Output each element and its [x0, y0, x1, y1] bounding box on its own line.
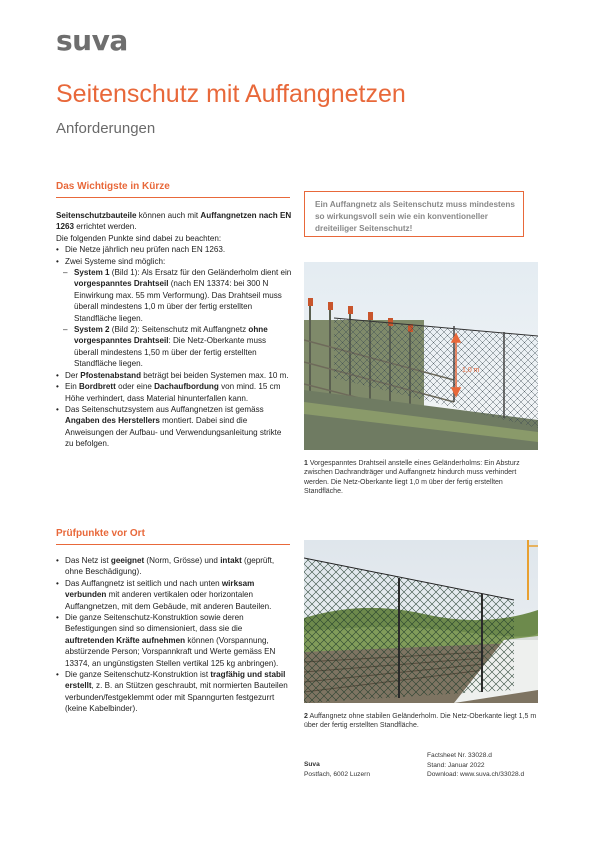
- list-item: • Der Pfostenabstand beträgt bei beiden Systemen max. 10 m.: [56, 370, 292, 381]
- footer-download-link[interactable]: Download: www.suva.ch/33028.d: [427, 771, 525, 779]
- checkpoints-list: [56, 555, 292, 715]
- footer-meta: [427, 751, 524, 780]
- list-subitem-system-2: – System 2 (Bild 2): Seitenschutz mit Auffangnetz ohne vorgespanntes Drahtseil: Die Netz-Oberkante muss überall mindestens 1,50 m über der fertig erstellten Standfläche liegen.: [56, 324, 292, 370]
- intro-paragraph: Seitenschutzbauteile können auch mit Auffangnetzen nach EN 1263 errichtet werden.: [56, 211, 292, 232]
- list-item: • Das Netz ist geeignet (Norm, Grösse) und intakt (geprüft, ohne Beschädigung).: [56, 555, 292, 578]
- intro-line: Die folgenden Punkte sind dabei zu beachten:: [56, 233, 222, 243]
- suva-logo: suva: [56, 24, 128, 57]
- footer-stand: Stand: Januar 2022: [427, 761, 485, 769]
- checkpoints-text: [56, 555, 292, 715]
- section-divider: [56, 197, 290, 198]
- list-subitem-system-1: – System 1 (Bild 1): Als Ersatz für den Geländerholm dient ein vorgespanntes Drahtseil (nach EN 13374: bei 300 N Einwirkung max. 55 mm Verformung). Das Drahtseil muss überall mindestens 1,0 m über der fertig erstellten Standfläche liegen.: [56, 267, 292, 324]
- callout-box: [304, 191, 524, 237]
- photo-system-2: [304, 540, 538, 703]
- section-heading-summary: Das Wichtigste in Kürze: [56, 181, 170, 192]
- scaffold-net-photo-1: [304, 262, 538, 450]
- list-item: • Das Seitenschutzsystem aus Auffangnetzen ist gemäss Angaben des Herstellers montiert. Dabei sind die Anweisungen der Aufbau- und Verwendungsanleitung strikte zu befolgen.: [56, 404, 292, 450]
- list-item: • Die ganze Seitenschutz-Konstruktion sowie deren Befestigungen sind so dimensioniert, dass sie die auftretenden Kräfte aufnehmen können (Vorspannung, abstürzende Person; Vorspannkraft und Werte gemäss EN 13374, an ungünstigsten Stellen vertikal 125 kg anbringen).: [56, 612, 292, 669]
- section-divider: [56, 544, 290, 545]
- summary-text: [56, 210, 292, 450]
- footer-address: [304, 760, 370, 779]
- list-item: • Zwei Systeme sind möglich:: [56, 256, 292, 267]
- list-item: • Ein Bordbrett oder eine Dachaufbordung von mind. 15 cm Höhe verhindert, dass Material hinunterfallen kann.: [56, 381, 292, 404]
- list-item: • Die ganze Seitenschutz-Konstruktion ist tragfähig und stabil erstellt, z. B. an Stützen geschraubt, mit normierten Bauteilen verbunden/festgeklemmt oder mit Spanngurten festgezurrt (keine Kabelbinder).: [56, 669, 292, 715]
- figure-caption-1: 1 Vorgespanntes Drahtseil anstelle eines Geländerholms: Ein Absturz zwischen Dachrandträger und Auffangnetz hindurch muss verhindert werden. Die Netz-Oberkante liegt 1,0 m über der fertig erstellten Standfläche.: [304, 460, 520, 496]
- roof-net-photo-2: [304, 540, 538, 703]
- figure-caption-2: 2 Auffangnetz ohne stabilen Geländerholm. Die Netz-Oberkante liegt 1,5 m über der fertig erstellten Standfläche.: [304, 713, 537, 730]
- footer-org: Suva: [304, 761, 320, 768]
- page-subtitle: Anforderungen: [56, 120, 156, 137]
- footer-factsheet: Factsheet Nr. 33028.d: [427, 752, 492, 759]
- list-item: • Das Auffangnetz ist seitlich und nach unten wirksam verbunden mit anderen vertikalen oder horizontalen Auffangnetzen, mit dem Gebäude, mit anderen Bauteilen.: [56, 578, 292, 612]
- page-title: Seitenschutz mit Auffangnetzen: [56, 80, 406, 108]
- callout-text: Ein Auffangnetz als Seitenschutz muss mindestens so wirkungsvoll sein wie ein konventioneller dreiteiliger Seitenschutz!: [315, 200, 515, 233]
- summary-list: [56, 244, 292, 449]
- section-heading-checkpoints: Prüfpunkte vor Ort: [56, 528, 145, 539]
- footer-postal: Postfach, 6002 Luzern: [304, 770, 370, 778]
- list-item: • Die Netze jährlich neu prüfen nach EN 1263.: [56, 244, 292, 255]
- measure-label: 1,0 m: [462, 367, 480, 374]
- photo-system-1: [304, 262, 538, 450]
